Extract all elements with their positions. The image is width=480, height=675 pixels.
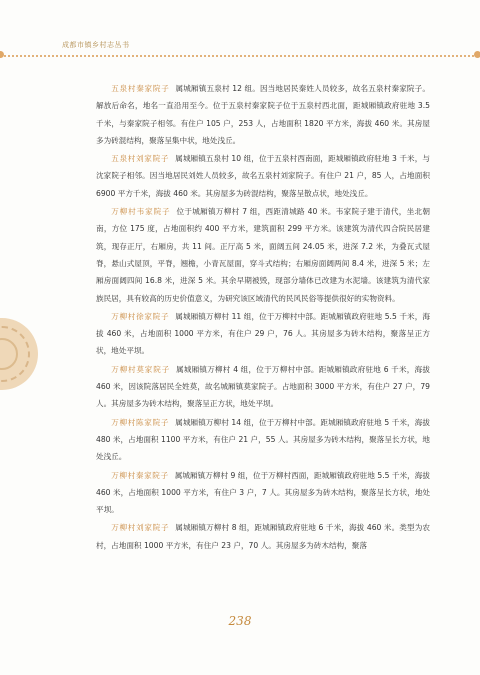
entry-text: 属城厢镇万柳村 11 组，位于万柳村中部。距城厢镇政府驻地 5.5 千米，海拔 460 米，占地面积 1000 平方米，有住户 29 户，76 人。其房屋多为砖木结构，聚落呈正方状，地处平坝。 <box>96 311 430 356</box>
entry <box>96 519 430 554</box>
decorative-seal <box>0 318 38 390</box>
entry-text: 属城厢镇万柳村 14 组，位于万柳村中部。距城厢镇政府驻地 5 千米，海拔 480 米，占地面积 1100 平方米，有住户 21 户，55 人。其房屋多为砖木结构，聚落呈长方状，地处浅丘。 <box>96 417 430 462</box>
entry-text: 属城厢镇五泉村 10 组，位于五泉村西南面，距城厢镇政府驻地 3 千米，与沈家院子相邻。因当地居民刘姓人员较多，故名五泉村刘家院子。有住户 21 户，85 人，占地面积 6900 平方千米，海拔 460 米。其房屋多为砖混结构，聚落呈散点状，地处浅丘。 <box>96 154 430 198</box>
entry-text: 属城厢镇万柳村 8 组，距城厢镇政府驻地 6 千米，海拔 460 米。类型为农村，占地面积 1000 平方米，有住户 23 户，70 人。其房屋多为砖木结构，聚落 <box>96 523 430 550</box>
header-dot-right <box>474 51 480 58</box>
page-number: 238 <box>228 614 252 628</box>
entry-text: 位于城厢镇万柳村 7 组，西距清城路 40 米。韦家院子建于清代，坐北朝南，方位 175 度，占地面积约 400 平方米，建筑面积 299 平方米。该建筑为清代四合院民居建筑，现存正厅，右厢房，共 11 间。正厅高 5 米，面阔五间 24.05 米，进深 7.2 米，为叠瓦式屋脊，悬山式屋顶，平脊，翘檐，小青瓦屋面，穿斗式结构；右厢房面阔两间 8.4 米，进深 5 米；左厢房面阔四间 16.8 米，进深 5 米。其余早期被毁，现部分墙体已改建为水泥墙。该建筑为清代家族民居，具有较高的历史价值意义，为研究该区域清代的民风民俗等提供很好的实物资料。 <box>96 207 430 303</box>
entry-title: 万柳村陈家院子 <box>111 417 170 427</box>
entry-text: 属城厢镇万柳村 4 组，位于万柳村中部。距城厢镇政府驻地 6 千米，海拔 460 米，因该院落居民全姓莫，故名城厢镇莫家院子。占地面积 3000 平方米，有住户 27 户，79 人。其房屋多为砖木结构，聚落呈正方状，地处平坝。 <box>96 364 430 409</box>
entry-title: 万柳村莫家院子 <box>111 364 170 374</box>
entry <box>96 361 430 413</box>
header-rule <box>0 55 478 57</box>
entry <box>96 203 430 307</box>
entry <box>96 80 430 149</box>
header-title: 成都市镇乡村志丛书 <box>62 41 130 49</box>
entry-title: 五泉村秦家院子 <box>111 84 170 93</box>
entry <box>96 414 430 466</box>
entry <box>96 308 430 360</box>
entry-title: 万柳村徐家院子 <box>111 311 170 321</box>
entry-title: 万柳村刘家院子 <box>111 523 170 533</box>
entry-title: 万柳村韦家院子 <box>111 207 171 217</box>
entry-title: 五泉村刘家院子 <box>111 154 170 164</box>
entry-text: 属城厢镇万柳村 9 组，位于万柳村西面，距城厢镇政府驻地 5.5 千米，海拔 460 米，占地面积 1000 平方米，有住户 3 户，7 人。其房屋多为砖木结构，聚落呈长方状，地处平坝。 <box>96 470 430 515</box>
entry-text: 属城厢镇五泉村 12 组。因当地居民秦姓人员较多，故名五泉村秦家院子。解放后命名，地名一直沿用至今。位于五泉村秦家院子位于五泉村西北面，距城厢镇政府驻地 3.5 千米，与秦家院子相邻。有住户 105 户，253 人，占地面积 1820 平方米，海拔 460 米。其房屋多为砖混结构，聚落呈集中状，地处浅丘。 <box>96 84 430 145</box>
entry <box>96 150 430 202</box>
entry-title: 万柳村秦家院子 <box>111 470 169 480</box>
page-content <box>96 80 430 555</box>
entry <box>96 467 430 519</box>
